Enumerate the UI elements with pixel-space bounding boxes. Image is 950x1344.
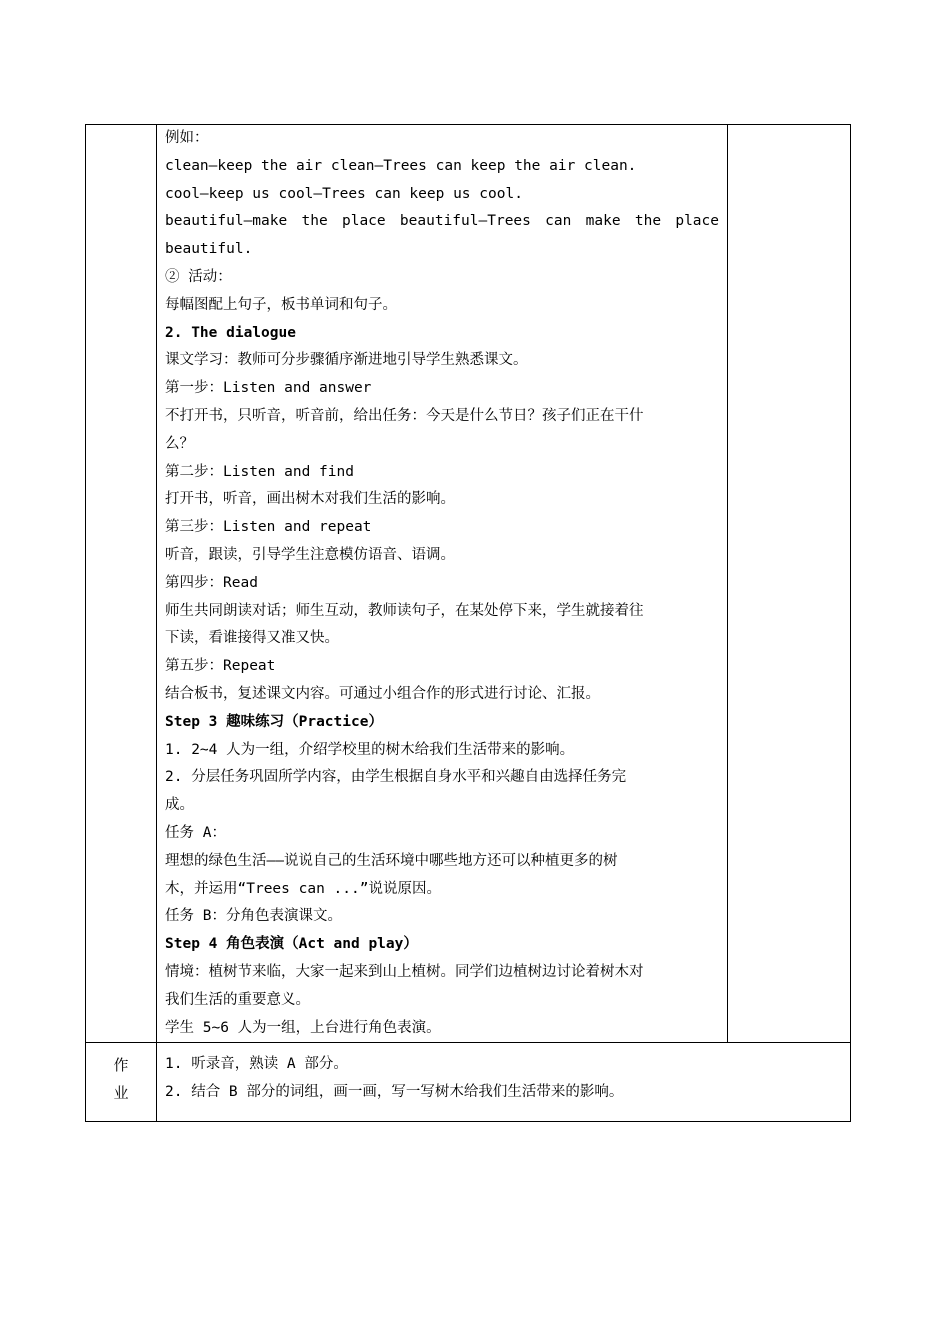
homework-label-char-2: 业 [113, 1084, 129, 1103]
procedure-row [86, 125, 851, 1043]
procedure-content [157, 125, 727, 1042]
text-line: ② 活动： [165, 268, 232, 285]
homework-content-cell [157, 1043, 851, 1122]
section-heading: 2. The dialogue [165, 324, 296, 341]
text-line: 情境：植树节来临，大家一起来到山上植树。同学们边植树边讨论着树木对 [165, 963, 644, 980]
procedure-label-cell [86, 125, 157, 1043]
text-line: 打开书，听音，画出树木对我们生活的影响。 [165, 491, 455, 508]
text-line: 理想的绿色生活——说说自己的生活环境中哪些地方还可以种植更多的树 [165, 852, 618, 869]
homework-label-char-1: 作 [113, 1056, 129, 1075]
text-line: beautiful. [165, 241, 253, 258]
text-line: beautiful—make the place beautiful—Trees can make the place [165, 213, 719, 230]
text-line: 第二步：Listen and find [165, 463, 354, 480]
text-line: 师生共同朗读对话；师生互动，教师读句子，在某处停下来，学生就接着往 [165, 602, 644, 619]
text-line: cool—keep us cool—Trees can keep us cool. [165, 185, 523, 202]
text-line: 第四步：Read [165, 574, 258, 591]
text-line: 例如： [165, 130, 209, 146]
text-line: 下读，看谁接得又准又快。 [165, 630, 339, 647]
text-line: 木，并运用“Trees can ...”说说原因。 [165, 880, 441, 897]
section-heading: Step 4 角色表演（Act and play） [165, 936, 418, 953]
text-line: 任务 B：分角色表演课文。 [165, 908, 342, 925]
text-line: 2. 分层任务巩固所学内容，由学生根据自身水平和兴趣自由选择任务完 [165, 769, 627, 786]
text-line: 不打开书，只听音，听音前，给出任务：今天是什么节日？孩子们正在干什 [165, 407, 644, 424]
text-line: 成。 [165, 797, 194, 814]
text-line: 第一步：Listen and answer [165, 380, 372, 397]
homework-label [86, 1043, 156, 1107]
text-line: 1. 2~4 人为一组，介绍学校里的树木给我们生活带来的影响。 [165, 741, 575, 758]
text-line: 课文学习：教师可分步骤循序渐进地引导学生熟悉课文。 [165, 352, 528, 369]
text-line: 第五步：Repeat [165, 658, 276, 675]
section-heading: Step 3 趣味练习（Practice） [165, 713, 383, 730]
text-line: 么？ [165, 435, 194, 452]
text-line: 结合板书，复述课文内容。可通过小组合作的形式进行讨论、汇报。 [165, 685, 600, 702]
lesson-plan-table [85, 124, 851, 1122]
text-line: 每幅图配上句子，板书单词和句子。 [165, 296, 397, 313]
notes-cell [728, 125, 851, 1043]
homework-row [86, 1043, 851, 1122]
homework-content [157, 1043, 850, 1121]
text-line: 学生 5~6 人为一组，上台进行角色表演。 [165, 1019, 441, 1036]
text-line: 第三步：Listen and repeat [165, 519, 372, 536]
homework-label-cell [86, 1043, 157, 1122]
homework-item: 1. 听录音，熟读 A 部分。 [165, 1056, 348, 1073]
text-line: 听音，跟读，引导学生注意模仿语音、语调。 [165, 546, 455, 563]
text-line: 我们生活的重要意义。 [165, 991, 310, 1008]
text-line: 任务 A： [165, 824, 226, 841]
text-line: clean—keep the air clean—Trees can keep the air clean. [165, 157, 637, 174]
procedure-content-cell [157, 125, 728, 1043]
homework-item: 2. 结合 B 部分的词组，画一画，写一写树木给我们生活带来的影响。 [165, 1084, 624, 1101]
